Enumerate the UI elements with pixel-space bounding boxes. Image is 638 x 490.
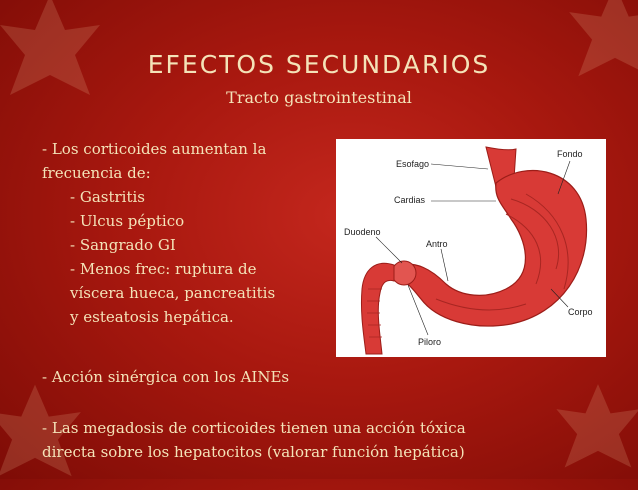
slide-subtitle: Tracto gastrointestinal (226, 88, 412, 107)
list-item: - Sangrado GI (70, 236, 176, 254)
body-intro-line-1: - Los corticoides aumentan la (42, 140, 267, 158)
leaf-decoration-icon (548, 380, 638, 480)
list-item: - Gastritis (70, 188, 145, 206)
stomach-diagram (336, 139, 606, 357)
list-item: - Ulcus péptico (70, 212, 185, 230)
body-intro-line-2: frecuencia de: (42, 164, 151, 182)
label-duodeno: Duodeno (344, 227, 381, 237)
label-cardias: Cardias (394, 195, 426, 205)
stomach-illustration (336, 139, 606, 357)
list-item: - Menos frec: ruptura de (70, 260, 257, 278)
label-fondo: Fondo (557, 149, 583, 159)
label-esofago: Esofago (396, 159, 430, 169)
megadosis-line-2: directa sobre los hepatocitos (valorar función hepática) (42, 443, 465, 461)
label-piloro: Piloro (418, 337, 442, 347)
aines-note: - Acción sinérgica con los AINEs (42, 368, 290, 386)
slide-title: EFECTOS SECUNDARIOS (147, 50, 491, 79)
label-antro: Antro (426, 239, 448, 249)
list-item: víscera hueca, pancreatitis (70, 284, 276, 302)
label-corpo: Corpo (568, 307, 593, 317)
megadosis-line-1: - Las megadosis de corticoides tienen una acción tóxica (42, 419, 466, 437)
list-item: y esteatosis hepática. (70, 308, 234, 326)
